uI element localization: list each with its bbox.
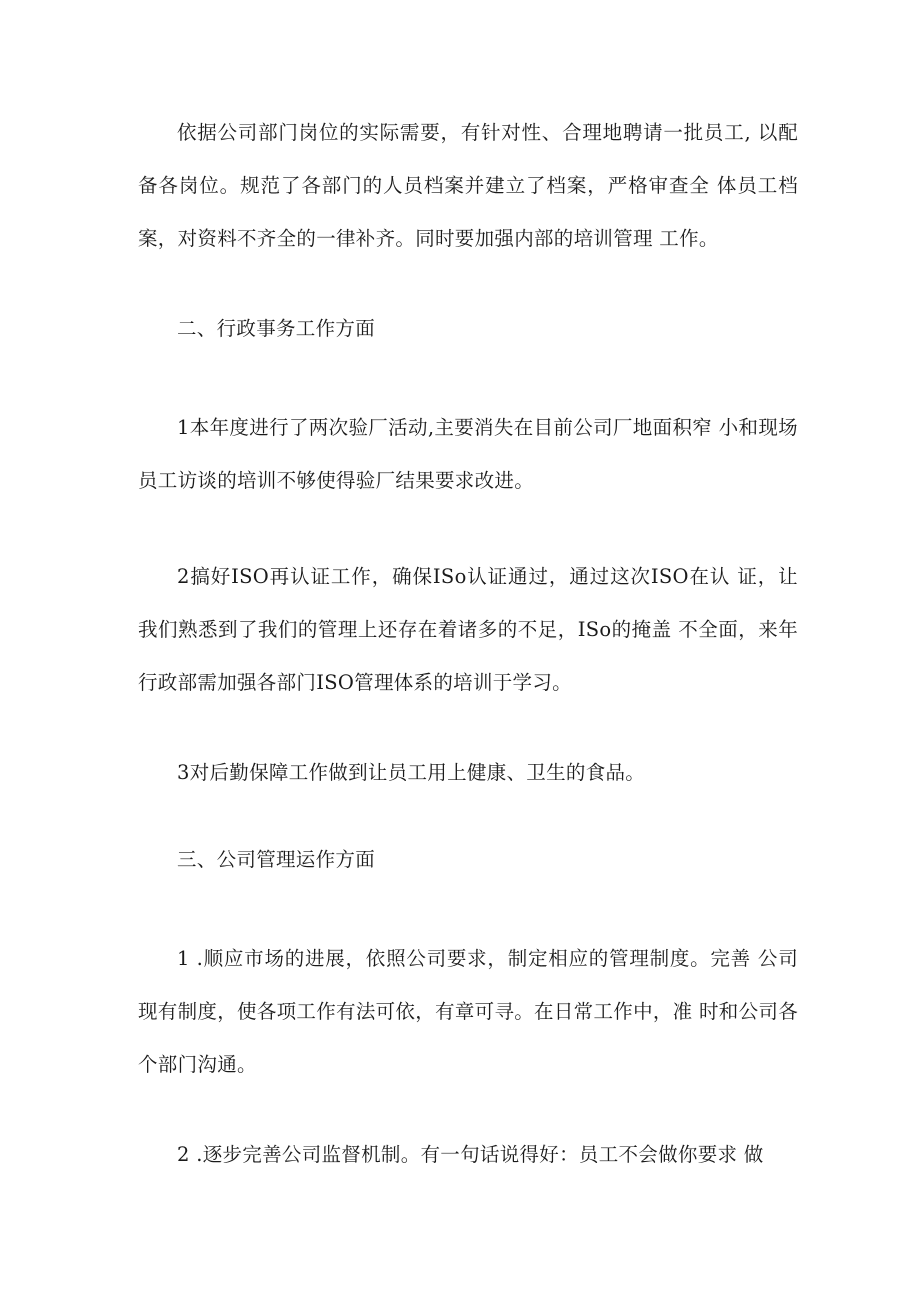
paragraph-supervision: 2 .逐步完善公司监督机制。有一句话说得好：员工不会做你要求 做 [177,1143,764,1166]
paragraph-staffing: 依据公司部门岗位的实际需要，有针对性、合理地聘请一批员工, 以配备各岗位。规范了各部门的人员档案并建立了档案，严格审查全 体员工档案，对资料不齐全的一律补齐。同时要加强内部的培训管理 工作。 [138,121,798,250]
heading-company-management: 三、公司管理运作方面 [177,848,376,871]
paragraph-logistics: 3对后勤保障工作做到让员工用上健康、卫生的食品。 [177,761,646,784]
paragraph-management-system: 1 .顺应市场的进展，依照公司要求，制定相应的管理制度。完善 公司现有制度，使各项工作有法可依，有章可寻。在日常工作中，准 时和公司各个部门沟通。 [138,947,798,1076]
paragraph-iso-certification: 2搞好ISO再认证工作，确保ISo认证通过，通过这次ISO在认 证，让我们熟悉到了我们的管理上还存在着诸多的不足，ISo的掩盖 不全面，来年行政部需加强各部门ISO管理体系的培训于学习。 [138,565,798,694]
heading-administrative-affairs: 二、行政事务工作方面 [177,317,376,340]
paragraph-factory-audit: 1本年度进行了两次验厂活动,主要消失在目前公司厂地面积窄 小和现场员工访谈的培训不够使得验厂结果要求改进。 [138,416,798,492]
